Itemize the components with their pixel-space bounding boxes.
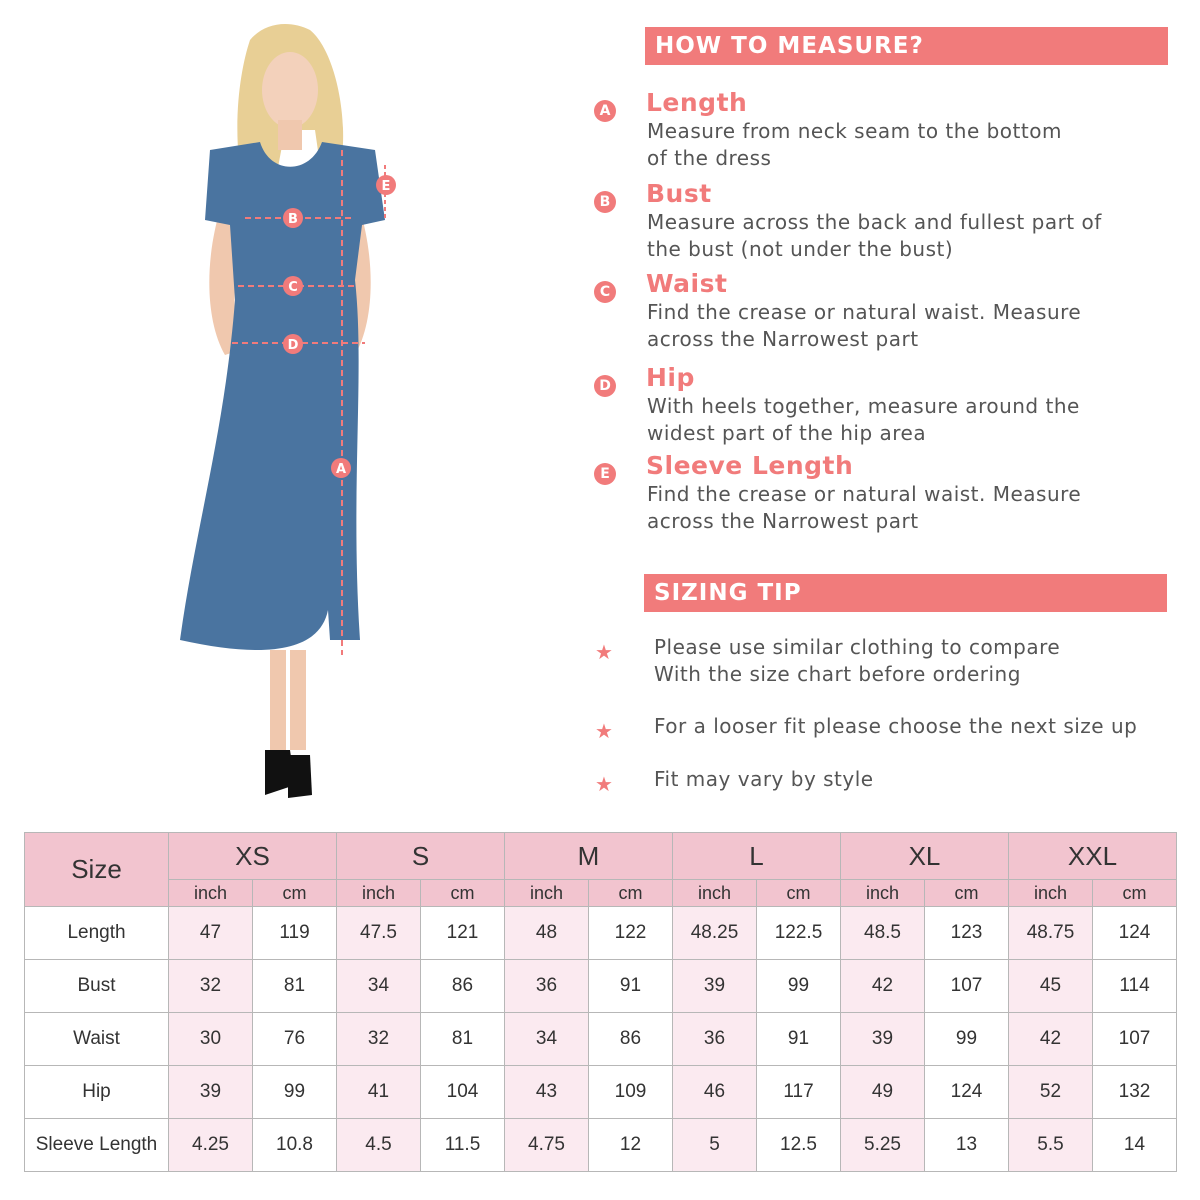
table-cell: 47 [169, 907, 253, 960]
table-cell: 36 [673, 1013, 757, 1066]
table-cell: 32 [169, 960, 253, 1013]
measure-title: Waist [646, 269, 728, 298]
measure-title: Bust [646, 179, 712, 208]
unit-header-row [25, 880, 1177, 907]
measure-desc: Measure across the back and fullest part of the bust (not under the bust) [647, 210, 1102, 261]
letter-badge: A [594, 100, 616, 122]
row-label: Hip [25, 1066, 169, 1119]
table-cell: 39 [673, 960, 757, 1013]
table-cell: 81 [253, 960, 337, 1013]
table-cell: 4.25 [169, 1119, 253, 1172]
row-label: Waist [25, 1013, 169, 1066]
size-chart-table [24, 832, 1177, 1172]
table-cell: 13 [925, 1119, 1009, 1172]
table-cell: 107 [925, 960, 1009, 1013]
letter-badge: E [594, 463, 616, 485]
size-header-row [25, 833, 1177, 880]
table-cell: 91 [589, 960, 673, 1013]
svg-text:B: B [288, 212, 298, 227]
table-cell: 45 [1009, 960, 1093, 1013]
table-cell: 52 [1009, 1066, 1093, 1119]
table-cell: 11.5 [421, 1119, 505, 1172]
table-cell: 12.5 [757, 1119, 841, 1172]
svg-text:E: E [381, 179, 391, 194]
table-cell: 34 [337, 960, 421, 1013]
table-cell: 48.75 [1009, 907, 1093, 960]
dress-illustration [150, 10, 410, 800]
unit-cm: cm [757, 880, 841, 907]
measure-desc: Find the crease or natural waist. Measure across the Narrowest part [647, 300, 1082, 351]
measure-desc: With heels together, measure around the widest part of the hip area [647, 394, 1080, 445]
measure-title: Hip [646, 363, 695, 392]
star-icon: ★ [595, 719, 613, 743]
size-xl-header: XL [841, 833, 1009, 880]
table-cell: 36 [505, 960, 589, 1013]
unit-inch: inch [505, 880, 589, 907]
svg-text:D: D [287, 338, 299, 353]
table-cell: 76 [253, 1013, 337, 1066]
unit-inch: inch [1009, 880, 1093, 907]
table-cell: 48.25 [673, 907, 757, 960]
table-cell: 5.5 [1009, 1119, 1093, 1172]
table-cell: 114 [1093, 960, 1177, 1013]
svg-text:C: C [288, 280, 298, 295]
table-cell: 99 [925, 1013, 1009, 1066]
table-cell: 81 [421, 1013, 505, 1066]
table-cell: 14 [1093, 1119, 1177, 1172]
table-row [25, 907, 1177, 960]
table-cell: 49 [841, 1066, 925, 1119]
table-cell: 132 [1093, 1066, 1177, 1119]
unit-inch: inch [841, 880, 925, 907]
size-xxl-header: XXL [1009, 833, 1177, 880]
table-cell: 30 [169, 1013, 253, 1066]
table-cell: 109 [589, 1066, 673, 1119]
table-cell: 42 [1009, 1013, 1093, 1066]
table-cell: 32 [337, 1013, 421, 1066]
table-cell: 99 [253, 1066, 337, 1119]
size-xs-header: XS [169, 833, 337, 880]
unit-cm: cm [421, 880, 505, 907]
table-cell: 104 [421, 1066, 505, 1119]
table-cell: 86 [421, 960, 505, 1013]
table-cell: 99 [757, 960, 841, 1013]
table-cell: 48.5 [841, 907, 925, 960]
table-cell: 123 [925, 907, 1009, 960]
size-s-header: S [337, 833, 505, 880]
row-label: Length [25, 907, 169, 960]
table-cell: 4.5 [337, 1119, 421, 1172]
marker-c [283, 276, 303, 296]
marker-b [283, 208, 303, 228]
table-cell: 43 [505, 1066, 589, 1119]
measure-title: Length [646, 88, 748, 117]
letter-badge: B [594, 191, 616, 213]
table-cell: 86 [589, 1013, 673, 1066]
table-cell: 91 [757, 1013, 841, 1066]
table-cell: 122.5 [757, 907, 841, 960]
measure-desc: Measure from neck seam to the bottom of the dress [647, 119, 1062, 170]
measure-desc: Find the crease or natural waist. Measure across the Narrowest part [647, 482, 1082, 533]
star-icon: ★ [595, 640, 613, 664]
unit-inch: inch [337, 880, 421, 907]
size-l-header: L [673, 833, 841, 880]
table-cell: 107 [1093, 1013, 1177, 1066]
table-cell: 39 [169, 1066, 253, 1119]
unit-inch: inch [673, 880, 757, 907]
table-cell: 124 [1093, 907, 1177, 960]
letter-badge: C [594, 281, 616, 303]
table-row [25, 1066, 1177, 1119]
unit-cm: cm [925, 880, 1009, 907]
table-row [25, 1013, 1177, 1066]
table-row [25, 960, 1177, 1013]
sizing-tip-heading: SIZING TIP [644, 574, 1167, 612]
face-shape [262, 52, 318, 128]
marker-a [331, 458, 351, 478]
table-cell: 46 [673, 1066, 757, 1119]
how-to-measure-heading: HOW TO MEASURE? [645, 27, 1168, 65]
table-row [25, 1119, 1177, 1172]
unit-cm: cm [253, 880, 337, 907]
table-cell: 47.5 [337, 907, 421, 960]
table-cell: 119 [253, 907, 337, 960]
table-cell: 121 [421, 907, 505, 960]
tip-text: Please use similar clothing to compare With the size chart before ordering [654, 635, 1061, 686]
unit-cm: cm [589, 880, 673, 907]
table-cell: 117 [757, 1066, 841, 1119]
table-cell: 5 [673, 1119, 757, 1172]
table-cell: 42 [841, 960, 925, 1013]
table-cell: 34 [505, 1013, 589, 1066]
tip-text: For a looser fit please choose the next size up [654, 714, 1138, 738]
table-cell: 122 [589, 907, 673, 960]
svg-text:A: A [335, 462, 347, 477]
table-cell: 124 [925, 1066, 1009, 1119]
table-cell: 41 [337, 1066, 421, 1119]
table-cell: 5.25 [841, 1119, 925, 1172]
table-cell: 10.8 [253, 1119, 337, 1172]
table-cell: 39 [841, 1013, 925, 1066]
table-cell: 12 [589, 1119, 673, 1172]
table-cell: 48 [505, 907, 589, 960]
star-icon: ★ [595, 772, 613, 796]
dress-shape [180, 142, 385, 650]
tip-text: Fit may vary by style [654, 767, 874, 791]
row-label: Bust [25, 960, 169, 1013]
unit-cm: cm [1093, 880, 1177, 907]
unit-inch: inch [169, 880, 253, 907]
size-m-header: M [505, 833, 673, 880]
marker-e [376, 175, 396, 195]
model-figure [150, 10, 410, 800]
table-cell: 4.75 [505, 1119, 589, 1172]
right-shoe [288, 755, 312, 798]
row-label: Sleeve Length [25, 1119, 169, 1172]
letter-badge: D [594, 375, 616, 397]
measure-title: Sleeve Length [646, 451, 854, 480]
marker-d [283, 334, 303, 354]
size-label-cell: Size [25, 833, 169, 907]
